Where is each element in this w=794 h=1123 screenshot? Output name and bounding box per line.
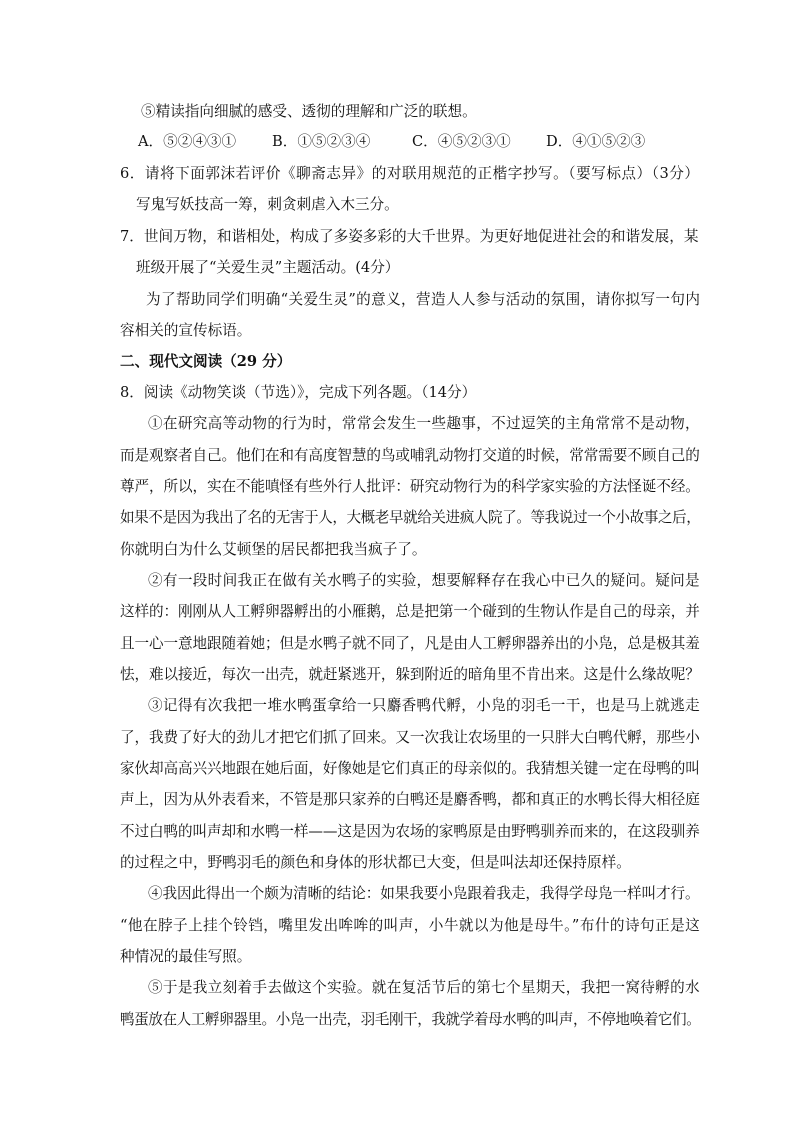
paragraph-4-line-3: 种情况的最佳写照。 (120, 948, 252, 965)
paragraph-2-line-1: ②有一段时间我正在做有关水鸭子的实验，想要解释存在我心中已久的疑问。疑问是 (148, 572, 700, 589)
paragraph-4-line-2: “他在脖子上挂个铃铛，嘴里发出哞哞的叫声，小牛就以为他是母牛。”布什的诗句正是这 (120, 917, 701, 934)
paragraph-1-line-5: 你就明白为什么艾顿堡的居民都把我当疯子了。 (120, 541, 427, 558)
paragraph-1-line-4: 如果不是因为我出了名的无害于人，大概老早就给关进疯人院了。等我说过一个小故事之后， (120, 509, 701, 526)
paragraph-3-line-4: 声上，因为从外表看来，不管是那只家养的白鸭还是麝香鸭，都和真正的水鸭长得大相径庭 (120, 791, 700, 808)
paragraph-3-line-6: 的过程之中，野鸭羽毛的颜色和身体的形状都已大变，但是叫法却还保持原样。 (120, 854, 631, 871)
paragraph-3-line-3: 家伙却高高兴兴地跟在她后面，好像她是它们真正的母亲似的。我猜想关键一定在母鸭的叫 (120, 760, 700, 777)
q7-task-line-1: 为了帮助同学们明确“关爱生灵”的意义，营造人人参与活动的氛围，请你拟写一句内 (146, 291, 701, 308)
q5-option-c: C．④⑤②③① (412, 133, 511, 150)
paragraph-5-line-2: 鸭蛋放在人工孵卵器里。小凫一出壳，羽毛刚干，我就学着母水鸭的叫声，不停地唤着它们。 (120, 1011, 701, 1028)
paragraph-5-line-1: ⑤于是我立刻着手去做这个实验。就在复活节后的第七个星期天，我把一窝待孵的水 (148, 979, 700, 996)
q8-prompt: 8．阅读《动物笑谈（节选）》，完成下列各题。（14分） (120, 384, 477, 401)
paragraph-1-line-1: ①在研究高等动物的行为时，常常会发生一些趣事，不过逗笑的主角常常不是动物， (148, 415, 700, 432)
q5-option-b: B．①⑤②③④ (272, 133, 371, 150)
paragraph-3-line-5: 不过白鸭的叫声却和水鸭一样——这是因为农场的家鸭原是由野鸭驯养而来的，在这段驯养 (120, 823, 700, 840)
paragraph-2-line-4: 怯，难以接近，每次一出壳，就赶紧逃开，躲到附近的暗角里不肯出来。这是什么缘故呢？ (120, 666, 700, 683)
paragraph-1-line-2: 而是观察者自己。他们在和有高度智慧的鸟或哺乳动物打交道的时候，常常需要不顾自己的 (120, 447, 700, 464)
paragraph-3-line-1: ③记得有次我把一堆水鸭蛋拿给一只麝香鸭代孵，小凫的羽毛一干，也是马上就逃走 (148, 697, 700, 714)
paragraph-2-line-3: 且一心一意地跟随着她；但是水鸭子就不同了，凡是由人工孵卵器养出的小凫，总是极其羞 (120, 635, 700, 652)
q6-couplet: 写鬼写妖技高一筹，刺贪刺虐入木三分。 (136, 196, 399, 213)
paragraph-4-line-1: ④我因此得出一个颇为清晰的结论：如果我要小凫跟着我走，我得学母凫一样叫才行。 (148, 885, 700, 902)
q7-prompt-line-1: 7．世间万物，和谐相处，构成了多姿多彩的大千世界。为更好地促进社会的和谐发展，某 (120, 228, 699, 245)
paragraph-2-line-2: 这样的：刚刚从人工孵卵器孵出的小雁鹅，总是把第一个碰到的生物认作是自己的母亲，并 (120, 603, 700, 620)
section-title: 二、现代文阅读（29 分） (120, 353, 292, 370)
q5-item-5: ⑤精读指向细腻的感受、透彻的理解和广泛的联想。 (141, 103, 477, 120)
q5-option-a: A．⑤②④③① (138, 133, 237, 150)
q7-task-line-2: 容相关的宣传标语。 (120, 322, 252, 339)
paragraph-1-line-3: 尊严，所以，实在不能嗔怪有些外行人批评：研究动物行为的科学家实验的方法怪诞不经。 (120, 478, 700, 495)
q5-option-d: D．④①⑤②③ (546, 133, 646, 150)
paragraph-3-line-2: 了，我费了好大的劲儿才把它们抓了回来。又一次我让农场里的一只胖大白鸭代孵，那些小 (120, 729, 700, 746)
q6-prompt: 6．请将下面郭沫若评价《聊斋志异》的对联用规范的正楷字抄写。（要写标点）（3分） (120, 165, 700, 182)
q7-prompt-line-2: 班级开展了“关爱生灵”主题活动。(4分） (136, 259, 400, 276)
